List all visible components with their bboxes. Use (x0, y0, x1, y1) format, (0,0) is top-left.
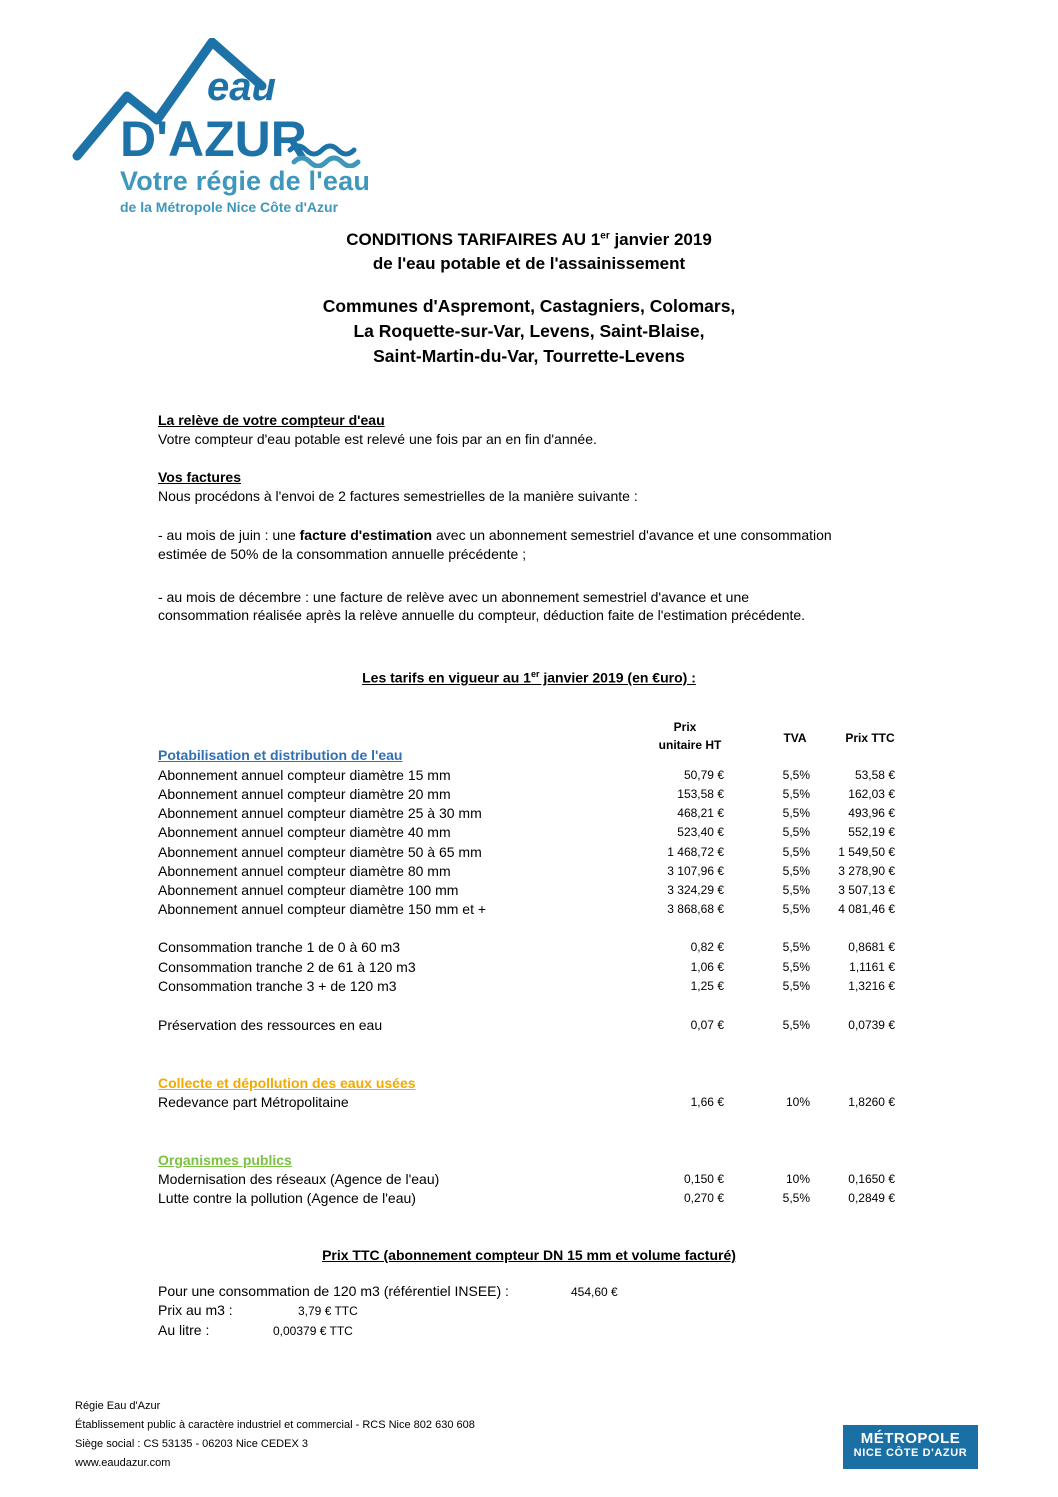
row-tva: 5,5% (782, 787, 810, 801)
row-price-ttc: 0,8681 € (848, 940, 895, 954)
row-tva: 10% (785, 1172, 810, 1186)
metropole-logo-subtitle: NICE CÔTE D'AZUR (853, 1447, 968, 1459)
row-price-ttc: 493,96 € (848, 806, 895, 820)
row-price-ttc: 53,58 € (854, 768, 895, 782)
footer-legal: Établissement public à caractère industriel et commercial - RCS Nice 802 630 608 (75, 1419, 475, 1431)
row-price-ht: 1,25 € (690, 979, 724, 993)
row-price-ht: 1,06 € (690, 960, 724, 974)
row-price-ht: 1 468,72 € (667, 845, 724, 859)
logo-tagline: Votre régie de l'eau (120, 166, 371, 196)
factures-item-1-line-2: estimée de 50% de la consommation annuelle précédente ; (158, 546, 527, 562)
row-tva: 5,5% (782, 902, 810, 916)
table-row (158, 767, 898, 786)
row-label: Abonnement annuel compteur diamètre 40 mm (158, 824, 451, 840)
row-price-ttc: 0,2849 € (848, 1191, 895, 1205)
title-superscript: er (600, 230, 610, 242)
releve-text: Votre compteur d'eau potable est relevé une fois par an en fin d'année. (158, 431, 597, 447)
logo-sub-tagline: de la Métropole Nice Côte d'Azur (120, 199, 339, 215)
row-price-ht: 50,79 € (683, 768, 724, 782)
row-price-ttc: 1,1161 € (849, 960, 895, 974)
row-label: Modernisation des réseaux (Agence de l'eau) (158, 1171, 440, 1187)
table-row (158, 939, 898, 958)
page-title (0, 230, 1058, 250)
row-price-ttc: 162,03 € (848, 787, 895, 801)
communes-line-2: La Roquette-sur-Var, Levens, Saint-Blaise, (353, 321, 705, 341)
row-label: Lutte contre la pollution (Agence de l'eau) (158, 1190, 416, 1206)
logo-mountain-graphic (72, 38, 372, 168)
factures-item-1 (158, 527, 832, 543)
row-price-ttc: 3 507,13 € (838, 883, 895, 897)
row-label: Consommation tranche 2 de 61 à 120 m3 (158, 959, 416, 975)
prix-m3-label: Prix au m3 : (158, 1302, 233, 1318)
row-label: Abonnement annuel compteur diamètre 150 mm et + (158, 901, 487, 917)
row-tva: 5,5% (782, 960, 810, 974)
footer-website: www.eaudazur.com (75, 1457, 171, 1469)
row-price-ttc: 4 081,46 € (838, 902, 895, 916)
table-row (158, 805, 898, 824)
row-price-ttc: 1,8260 € (848, 1095, 895, 1109)
tarifs-heading-superscript: er (530, 669, 540, 679)
title-date: janvier 2019 (609, 230, 712, 249)
table-row (158, 1017, 898, 1036)
eau-dazur-logo (72, 38, 372, 223)
factures-heading: Vos factures (158, 469, 241, 485)
row-label: Abonnement annuel compteur diamètre 100 mm (158, 882, 459, 898)
row-tva: 5,5% (782, 883, 810, 897)
tarifs-heading (0, 669, 1058, 686)
factures-intro: Nous procédons à l'envoi de 2 factures semestrielles de la manière suivante : (158, 488, 638, 504)
row-label: Consommation tranche 3 + de 120 m3 (158, 978, 397, 994)
metropole-logo (843, 1425, 978, 1469)
column-header-ttc: Prix TTC (845, 731, 895, 745)
row-tva: 10% (785, 1095, 810, 1109)
prix-litre-value: 0,00379 € TTC (273, 1324, 353, 1338)
row-tva: 5,5% (782, 864, 810, 878)
row-tva: 5,5% (782, 768, 810, 782)
prix-ttc-conso-label: Pour une consommation de 120 m3 (référentiel INSEE) : (158, 1283, 509, 1299)
table-row (158, 786, 898, 805)
table-row (158, 978, 898, 997)
page-subtitle: de l'eau potable et de l'assainissement (372, 254, 686, 273)
metropole-logo-title: MÉTROPOLE (860, 1430, 961, 1447)
row-price-ttc: 0,1650 € (848, 1172, 895, 1186)
column-header-tva: TVA (783, 731, 807, 745)
row-price-ht: 0,07 € (690, 1018, 724, 1032)
title-text: CONDITIONS TARIFAIRES AU 1 (346, 230, 601, 249)
footer-company: Régie Eau d'Azur (75, 1400, 161, 1412)
factures-item-1-bold: facture d'estimation (299, 527, 433, 543)
row-price-ht: 3 868,68 € (667, 902, 724, 916)
table-row (158, 844, 898, 863)
table-row (158, 959, 898, 978)
tarifs-heading-text: Les tarifs en vigueur au 1 (362, 669, 531, 686)
row-price-ht: 468,21 € (677, 806, 724, 820)
row-label: Abonnement annuel compteur diamètre 50 à 65 mm (158, 844, 482, 860)
row-tva: 5,5% (782, 979, 810, 993)
row-price-ht: 153,58 € (677, 787, 724, 801)
prix-ttc-conso-value: 454,60 € (571, 1285, 618, 1299)
row-tva: 5,5% (782, 1191, 810, 1205)
table-row (158, 1094, 898, 1113)
row-price-ttc: 1,3216 € (848, 979, 895, 993)
row-price-ht: 0,82 € (690, 940, 724, 954)
row-price-ttc: 1 549,50 € (838, 845, 895, 859)
row-price-ht: 3 324,29 € (667, 883, 724, 897)
row-label: Abonnement annuel compteur diamètre 15 mm (158, 767, 451, 783)
row-label: Préservation des ressources en eau (158, 1017, 383, 1033)
table-row (158, 1171, 898, 1190)
table-row (158, 882, 898, 901)
row-tva: 5,5% (782, 940, 810, 954)
row-price-ht: 0,270 € (683, 1191, 724, 1205)
logo-word-azur: D'AZUR (120, 111, 307, 167)
table-row (158, 1190, 898, 1209)
row-price-ht: 0,150 € (683, 1172, 724, 1186)
factures-item-1-end: avec un abonnement semestriel d'avance et une consommation (432, 527, 832, 543)
row-price-ttc: 3 278,90 € (838, 864, 895, 878)
factures-item-1-start: - au mois de juin : une (158, 527, 300, 543)
communes-line-1: Communes d'Aspremont, Castagniers, Colomars, (322, 296, 736, 316)
column-header-ht-line-2: unitaire HT (658, 738, 722, 752)
table-row (158, 901, 898, 920)
row-label: Abonnement annuel compteur diamètre 80 mm (158, 863, 451, 879)
logo-word-eau: eau (207, 65, 276, 109)
factures-item-2: - au mois de décembre : une facture de relève avec un abonnement semestriel d'avance et une (158, 589, 750, 605)
section-collecte-heading: Collecte et dépollution des eaux usées (158, 1075, 416, 1091)
row-tva: 5,5% (782, 825, 810, 839)
row-label: Abonnement annuel compteur diamètre 25 à 30 mm (158, 805, 482, 821)
table-row (158, 824, 898, 843)
row-label: Redevance part Métropolitaine (158, 1094, 349, 1110)
section-potabilisation-heading: Potabilisation et distribution de l'eau (158, 747, 403, 763)
row-price-ttc: 552,19 € (848, 825, 895, 839)
row-price-ht: 523,40 € (677, 825, 724, 839)
prix-litre-label: Au litre : (158, 1322, 210, 1338)
tarifs-heading-date: janvier 2019 (en €uro) : (539, 669, 696, 686)
row-tva: 5,5% (782, 1018, 810, 1032)
row-price-ht: 3 107,96 € (667, 864, 724, 878)
footer-address: Siège social : CS 53135 - 06203 Nice CEDEX 3 (75, 1438, 308, 1450)
row-tva: 5,5% (782, 845, 810, 859)
row-label: Consommation tranche 1 de 0 à 60 m3 (158, 939, 401, 955)
section-organismes-heading: Organismes publics (158, 1152, 292, 1168)
row-price-ht: 1,66 € (690, 1095, 724, 1109)
factures-item-2-line-2: consommation réalisée après la relève annuelle du compteur, déduction faite de l'estimation précédente. (158, 607, 806, 623)
prix-ttc-heading: Prix TTC (abonnement compteur DN 15 mm et volume facturé) (322, 1247, 736, 1263)
row-label: Abonnement annuel compteur diamètre 20 mm (158, 786, 451, 802)
prix-m3-value: 3,79 € TTC (298, 1304, 358, 1318)
row-price-ttc: 0,0739 € (848, 1018, 895, 1032)
column-header-ht-line-1: Prix (673, 720, 697, 734)
communes-line-3: Saint-Martin-du-Var, Tourrette-Levens (373, 346, 685, 366)
releve-heading: La relève de votre compteur d'eau (158, 412, 385, 428)
row-tva: 5,5% (782, 806, 810, 820)
table-row (158, 863, 898, 882)
